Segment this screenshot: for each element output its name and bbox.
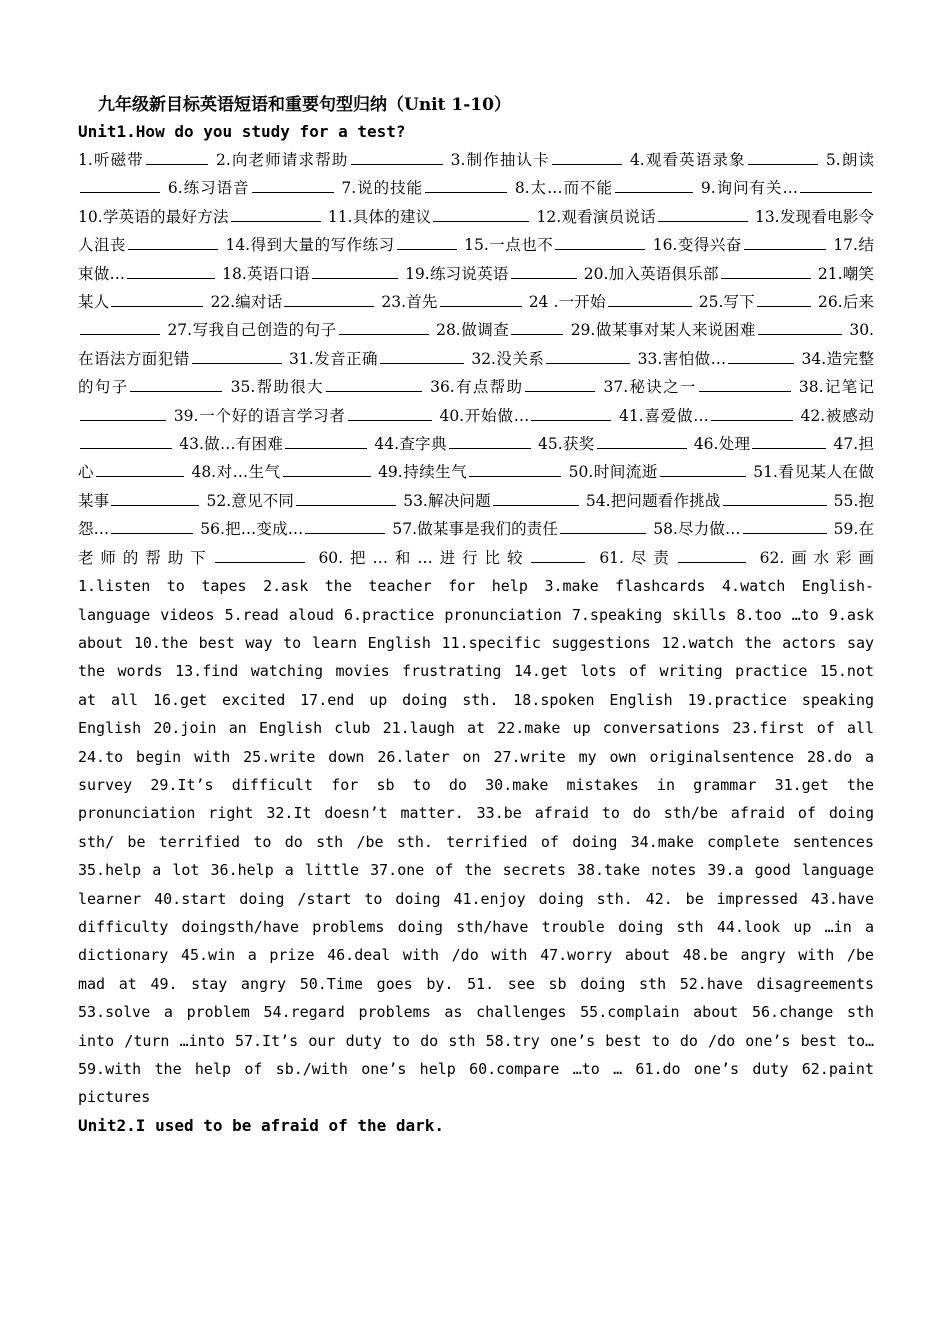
chinese-phrase-item: 35.帮助很大 xyxy=(230,378,324,397)
english-phrase-item: 19.practice speaking English xyxy=(78,690,875,738)
answer-blank xyxy=(111,488,199,506)
answer-blank xyxy=(339,317,429,335)
answer-blank xyxy=(493,488,579,506)
english-phrase-item: 40.start doing /start to doing xyxy=(154,889,441,908)
english-phrase-item: 5.read aloud xyxy=(224,605,334,624)
answer-blank xyxy=(348,403,432,421)
answer-blank xyxy=(111,516,193,534)
english-phrase-item: 8.too …to xyxy=(736,605,819,624)
english-phrase-item: 38.take notes xyxy=(576,861,697,880)
english-phrase-item: 7.speaking skills xyxy=(571,605,727,624)
answer-blank xyxy=(552,147,622,165)
english-phrase-item: 9.ask about xyxy=(78,605,875,652)
english-phrase-item: 31.get the pronunciation right xyxy=(78,775,875,823)
english-phrase-item: 50.Time goes by. xyxy=(299,974,454,993)
answer-blank xyxy=(531,403,611,421)
answer-blank xyxy=(80,175,160,193)
english-phrase-item: 53.solve a problem xyxy=(78,1003,250,1022)
chinese-phrase-item: 38.记笔记 xyxy=(798,378,874,397)
answer-blank xyxy=(433,204,529,222)
chinese-phrase-item: 1.听磁带 xyxy=(78,151,144,169)
english-phrase-item: 59.with the help of sb./with one’s help xyxy=(78,1060,456,1078)
english-phrase-item: 4.watch English-language videos xyxy=(78,577,875,624)
chinese-phrase-item: 9.询问有关… xyxy=(700,179,798,198)
chinese-phrase-item: 47.担心 xyxy=(78,435,874,482)
english-phrase-item: 54.regard problems as challenges xyxy=(263,1003,567,1022)
chinese-phrase-item: 39.一个好的语言学习者 xyxy=(173,406,346,425)
chinese-phrase-item: 36.有点帮助 xyxy=(430,378,524,397)
answer-blank xyxy=(215,545,305,563)
chinese-phrase-item: 20.加入英语俱乐部 xyxy=(583,264,719,283)
chinese-phrase-item: 46.处理 xyxy=(693,435,751,454)
answer-blank xyxy=(748,147,818,165)
english-phrase-item: 20.join an English club xyxy=(153,719,371,738)
chinese-phrase-item: 41.喜爱做… xyxy=(618,406,709,425)
english-phrase-item: 12.watch the actors say the words xyxy=(78,633,875,681)
chinese-phrase-item: 13.发现看电影令人沮丧 xyxy=(78,207,874,255)
english-phrase-item: 55.complain about xyxy=(580,1003,739,1022)
english-phrase-item: 2.ask the teacher for help xyxy=(263,577,528,596)
chinese-phrase-item: 53.解决问题 xyxy=(403,491,491,510)
answer-blank xyxy=(296,488,396,506)
english-phrase-item: 43.have difficulty doingsth/have problems doing sth/have trouble doing sth xyxy=(78,889,875,936)
chinese-phrase-item: 59.在老师的帮助下 xyxy=(78,520,874,567)
english-phrase-item: 37.one of the secrets xyxy=(370,861,566,880)
chinese-phrase-item: 43.做…有困难 xyxy=(179,435,284,454)
chinese-phrase-item: 4.观看英语录象 xyxy=(629,151,746,169)
english-phrase-item: 11.specific suggestions xyxy=(441,633,651,652)
english-phrase-item: 6.practice pronunciation xyxy=(344,605,562,624)
english-phrase-item: 36.help a little xyxy=(210,861,360,880)
chinese-phrase-item: 3.制作抽认卡 xyxy=(450,151,550,169)
english-phrase-item: 16.get excited xyxy=(152,690,286,709)
english-phrase-item: 44.look up …in a dictionary xyxy=(78,917,875,965)
chinese-phrase-item: 15.一点也不 xyxy=(464,236,554,255)
english-phrase-item: 27.write my own originalsentence xyxy=(493,747,795,766)
chinese-phrase-item: 25.写下 xyxy=(698,293,755,312)
chinese-phrase-item: 54.把问题看作挑战 xyxy=(585,491,721,510)
english-phrase-item: 42. be impressed xyxy=(645,889,798,908)
chinese-phrase-item: 17.结束做… xyxy=(78,236,874,283)
answer-blank xyxy=(555,232,645,250)
answer-blank xyxy=(128,232,218,250)
answer-blank xyxy=(744,232,826,250)
answer-blank xyxy=(757,289,811,307)
answer-blank xyxy=(525,374,595,392)
unit1-heading: Unit1.How do you study for a test? xyxy=(78,122,406,141)
chinese-phrase-item: 8.太…而不能 xyxy=(514,179,613,198)
chinese-phrase-item: 51.看见某人在做某事 xyxy=(78,463,874,510)
english-phrase-item: 35.help a lot xyxy=(78,861,200,880)
answer-blank xyxy=(146,147,208,165)
english-phrase-item: 32.It doesn’t matter. xyxy=(266,804,464,823)
answer-blank xyxy=(380,346,464,364)
answer-blank xyxy=(96,459,184,477)
answer-blank xyxy=(80,431,172,449)
answer-blank xyxy=(728,346,794,364)
chinese-phrase-item: 10.学英语的最好方法 xyxy=(78,207,229,226)
english-phrase-item: 33.be afraid to do sth/be afraid of doing sth/ be terrified to do sth /be sth. terrified of doing xyxy=(78,804,874,851)
chinese-phrase-item: 33.害怕做… xyxy=(637,349,727,368)
chinese-phrase-item: 12.观看演员说话 xyxy=(536,207,656,226)
english-phrase-item: 13.find watching movies frustrating xyxy=(175,662,502,681)
english-phrase-item: 26.later on xyxy=(377,747,481,766)
answer-blank xyxy=(252,175,334,193)
answer-blank xyxy=(326,374,422,392)
english-phrase-item: 18.spoken English xyxy=(513,690,673,709)
chinese-phrase-item: 5.朗读 xyxy=(825,151,875,169)
chinese-phrase-item: 55.抱怨… xyxy=(78,491,875,539)
chinese-phrase-item: 58.尽力做… xyxy=(653,520,741,539)
english-phrase-item: 46.deal with /do with xyxy=(327,946,528,965)
english-phrase-item: 52.have disagreements xyxy=(679,974,875,993)
chinese-phrase-item: 61.尽责 xyxy=(599,548,676,567)
answer-blank xyxy=(546,346,630,364)
english-phrase-item: 23.first of all xyxy=(732,719,875,738)
english-phrase-item: 57.It’s our duty to do sth xyxy=(234,1031,476,1050)
answer-blank xyxy=(127,261,215,279)
english-phrase-item: 61.do one’s duty xyxy=(635,1060,789,1078)
answer-blank xyxy=(743,516,827,534)
answer-blank xyxy=(658,204,748,222)
answer-blank xyxy=(608,289,692,307)
chinese-phrase-item: 27.写我自己创造的句子 xyxy=(167,321,337,340)
english-phrase-item: 62.paint pictures xyxy=(78,1060,874,1107)
chinese-phrase-item: 7.说的技能 xyxy=(341,179,423,198)
chinese-phrase-item: 32.没关系 xyxy=(471,349,545,368)
answer-blank xyxy=(511,261,577,279)
answer-blank xyxy=(469,459,561,477)
chinese-phrase-item: 62.画水彩画 xyxy=(759,548,874,567)
answer-blank xyxy=(711,403,793,421)
chinese-phrase-item: 6.练习语音 xyxy=(167,179,250,198)
english-phrase-item: 60.compare …to … xyxy=(469,1060,623,1078)
chinese-phrase-item: 45.获奖 xyxy=(537,435,595,454)
answer-blank xyxy=(192,346,282,364)
answer-blank xyxy=(285,431,367,449)
chinese-phrase-item: 19.练习说英语 xyxy=(405,264,509,283)
answer-blank xyxy=(305,516,385,534)
chinese-phrase-item: 30.在语法方面犯错 xyxy=(78,321,874,368)
answer-blank xyxy=(597,431,687,449)
answer-blank xyxy=(351,147,443,165)
english-phrase-item: 10.the best way to learn English xyxy=(133,633,431,652)
document-page xyxy=(78,92,874,1140)
chinese-phrase-item: 14.得到大量的写作练习 xyxy=(225,236,395,255)
english-phrase-item: 24.to begin with xyxy=(78,747,231,766)
chinese-phrase-item: 44.查字典 xyxy=(374,435,447,454)
english-phrase-item: 41.enjoy doing sth. xyxy=(453,889,633,908)
answer-blank xyxy=(440,289,522,307)
english-phrase-item: 17.end up doing sth. xyxy=(300,690,499,709)
answer-blank xyxy=(231,204,321,222)
answer-blank xyxy=(678,545,746,563)
answer-blank xyxy=(425,175,507,193)
chinese-phrase-item: 60.把…和…进行比较 xyxy=(318,548,530,567)
english-phrase-item: 29.It’s difficult for sb to do xyxy=(150,775,467,794)
english-phrase-item: 39.a good language learner xyxy=(78,861,875,908)
chinese-phrase-item: 29.做某事对某人来说困难 xyxy=(570,321,756,340)
answer-blank xyxy=(511,317,563,335)
chinese-phrase-item: 2.向老师请求帮助 xyxy=(216,151,349,169)
answer-blank xyxy=(699,374,791,392)
chinese-phrase-item: 52.意见不同 xyxy=(206,491,295,510)
chinese-phrase-item: 49.持续生气 xyxy=(378,463,468,482)
answer-blank xyxy=(312,261,398,279)
answer-blank xyxy=(130,374,222,392)
chinese-phrase-item: 16.变得兴奋 xyxy=(652,236,742,255)
chinese-phrase-item: 34.造完整的句子 xyxy=(78,349,875,397)
english-phrase-item: 1.listen to tapes xyxy=(78,577,247,596)
document-title: 九年级新目标英语短语和重要句型归纳（Unit 1-10） xyxy=(98,95,511,115)
answer-blank xyxy=(397,232,457,250)
chinese-phrase-item: 18.英语口语 xyxy=(222,264,310,283)
chinese-phrase-item: 31.发音正确 xyxy=(289,349,378,368)
english-phrase-item: 15.not at all xyxy=(78,662,875,709)
chinese-phrase-item: 40.开始做… xyxy=(439,406,530,425)
unit1-english-phrase-list xyxy=(78,572,874,1112)
chinese-phrase-item: 56.把…变成… xyxy=(200,520,304,539)
english-phrase-item: 25.write down xyxy=(243,747,365,766)
english-phrase-item: 30.make mistakes in grammar xyxy=(485,775,757,794)
answer-blank xyxy=(560,516,646,534)
chinese-phrase-item: 24 .一开始 xyxy=(528,293,606,312)
unit1-chinese-phrase-list xyxy=(78,146,874,572)
answer-blank xyxy=(758,317,842,335)
answer-blank xyxy=(752,431,826,449)
english-phrase-item: 56.change sth into /turn …into xyxy=(78,1003,875,1050)
answer-blank xyxy=(723,488,827,506)
answer-blank xyxy=(615,175,693,193)
english-phrase-item: 49. stay angry xyxy=(150,974,287,993)
chinese-phrase-item: 11.具体的建议 xyxy=(327,207,432,226)
chinese-phrase-item: 23.首先 xyxy=(381,293,438,312)
answer-blank xyxy=(531,545,585,563)
answer-blank xyxy=(800,175,872,193)
english-phrase-item: 51. see sb doing sth xyxy=(467,974,667,993)
answer-blank xyxy=(721,261,811,279)
english-phrase-item: 34.make complete sentences xyxy=(630,832,874,851)
chinese-phrase-item: 28.做调查 xyxy=(436,321,510,340)
english-phrase-item: 45.win a prize xyxy=(180,946,315,965)
answer-blank xyxy=(283,459,371,477)
answer-blank xyxy=(660,459,746,477)
chinese-phrase-item: 48.对…生气 xyxy=(191,463,281,482)
english-phrase-item: 58.try one’s best to do /do one’s best to… xyxy=(485,1031,875,1050)
unit2-heading: Unit2.I used to be afraid of the dark. xyxy=(78,1115,445,1135)
answer-blank xyxy=(80,317,160,335)
chinese-phrase-item: 37.秘诀之一 xyxy=(603,378,697,397)
answer-blank xyxy=(80,403,166,421)
english-phrase-item: 28.do a survey xyxy=(78,747,875,794)
english-phrase-item: 48.be angry with /be mad at xyxy=(78,946,875,993)
chinese-phrase-item: 22.编对话 xyxy=(210,293,283,312)
english-phrase-item: 21.laugh at xyxy=(382,719,486,738)
answer-blank xyxy=(449,431,531,449)
english-phrase-item: 47.worry about xyxy=(540,946,671,965)
english-phrase-item: 3.make flashcards xyxy=(544,577,706,596)
chinese-phrase-item: 26.后来 xyxy=(818,293,875,312)
answer-blank xyxy=(111,289,203,307)
chinese-phrase-item: 50.时间流逝 xyxy=(568,463,658,482)
chinese-phrase-item: 21.嘲笑某人 xyxy=(78,264,874,312)
english-phrase-item: 22.make up conversations xyxy=(497,719,721,738)
answer-blank xyxy=(284,289,374,307)
english-phrase-item: 14.get lots of writing practice xyxy=(513,662,808,681)
chinese-phrase-item: 57.做某事是我们的责任 xyxy=(392,520,559,539)
chinese-phrase-item: 42.被感动 xyxy=(800,406,874,425)
